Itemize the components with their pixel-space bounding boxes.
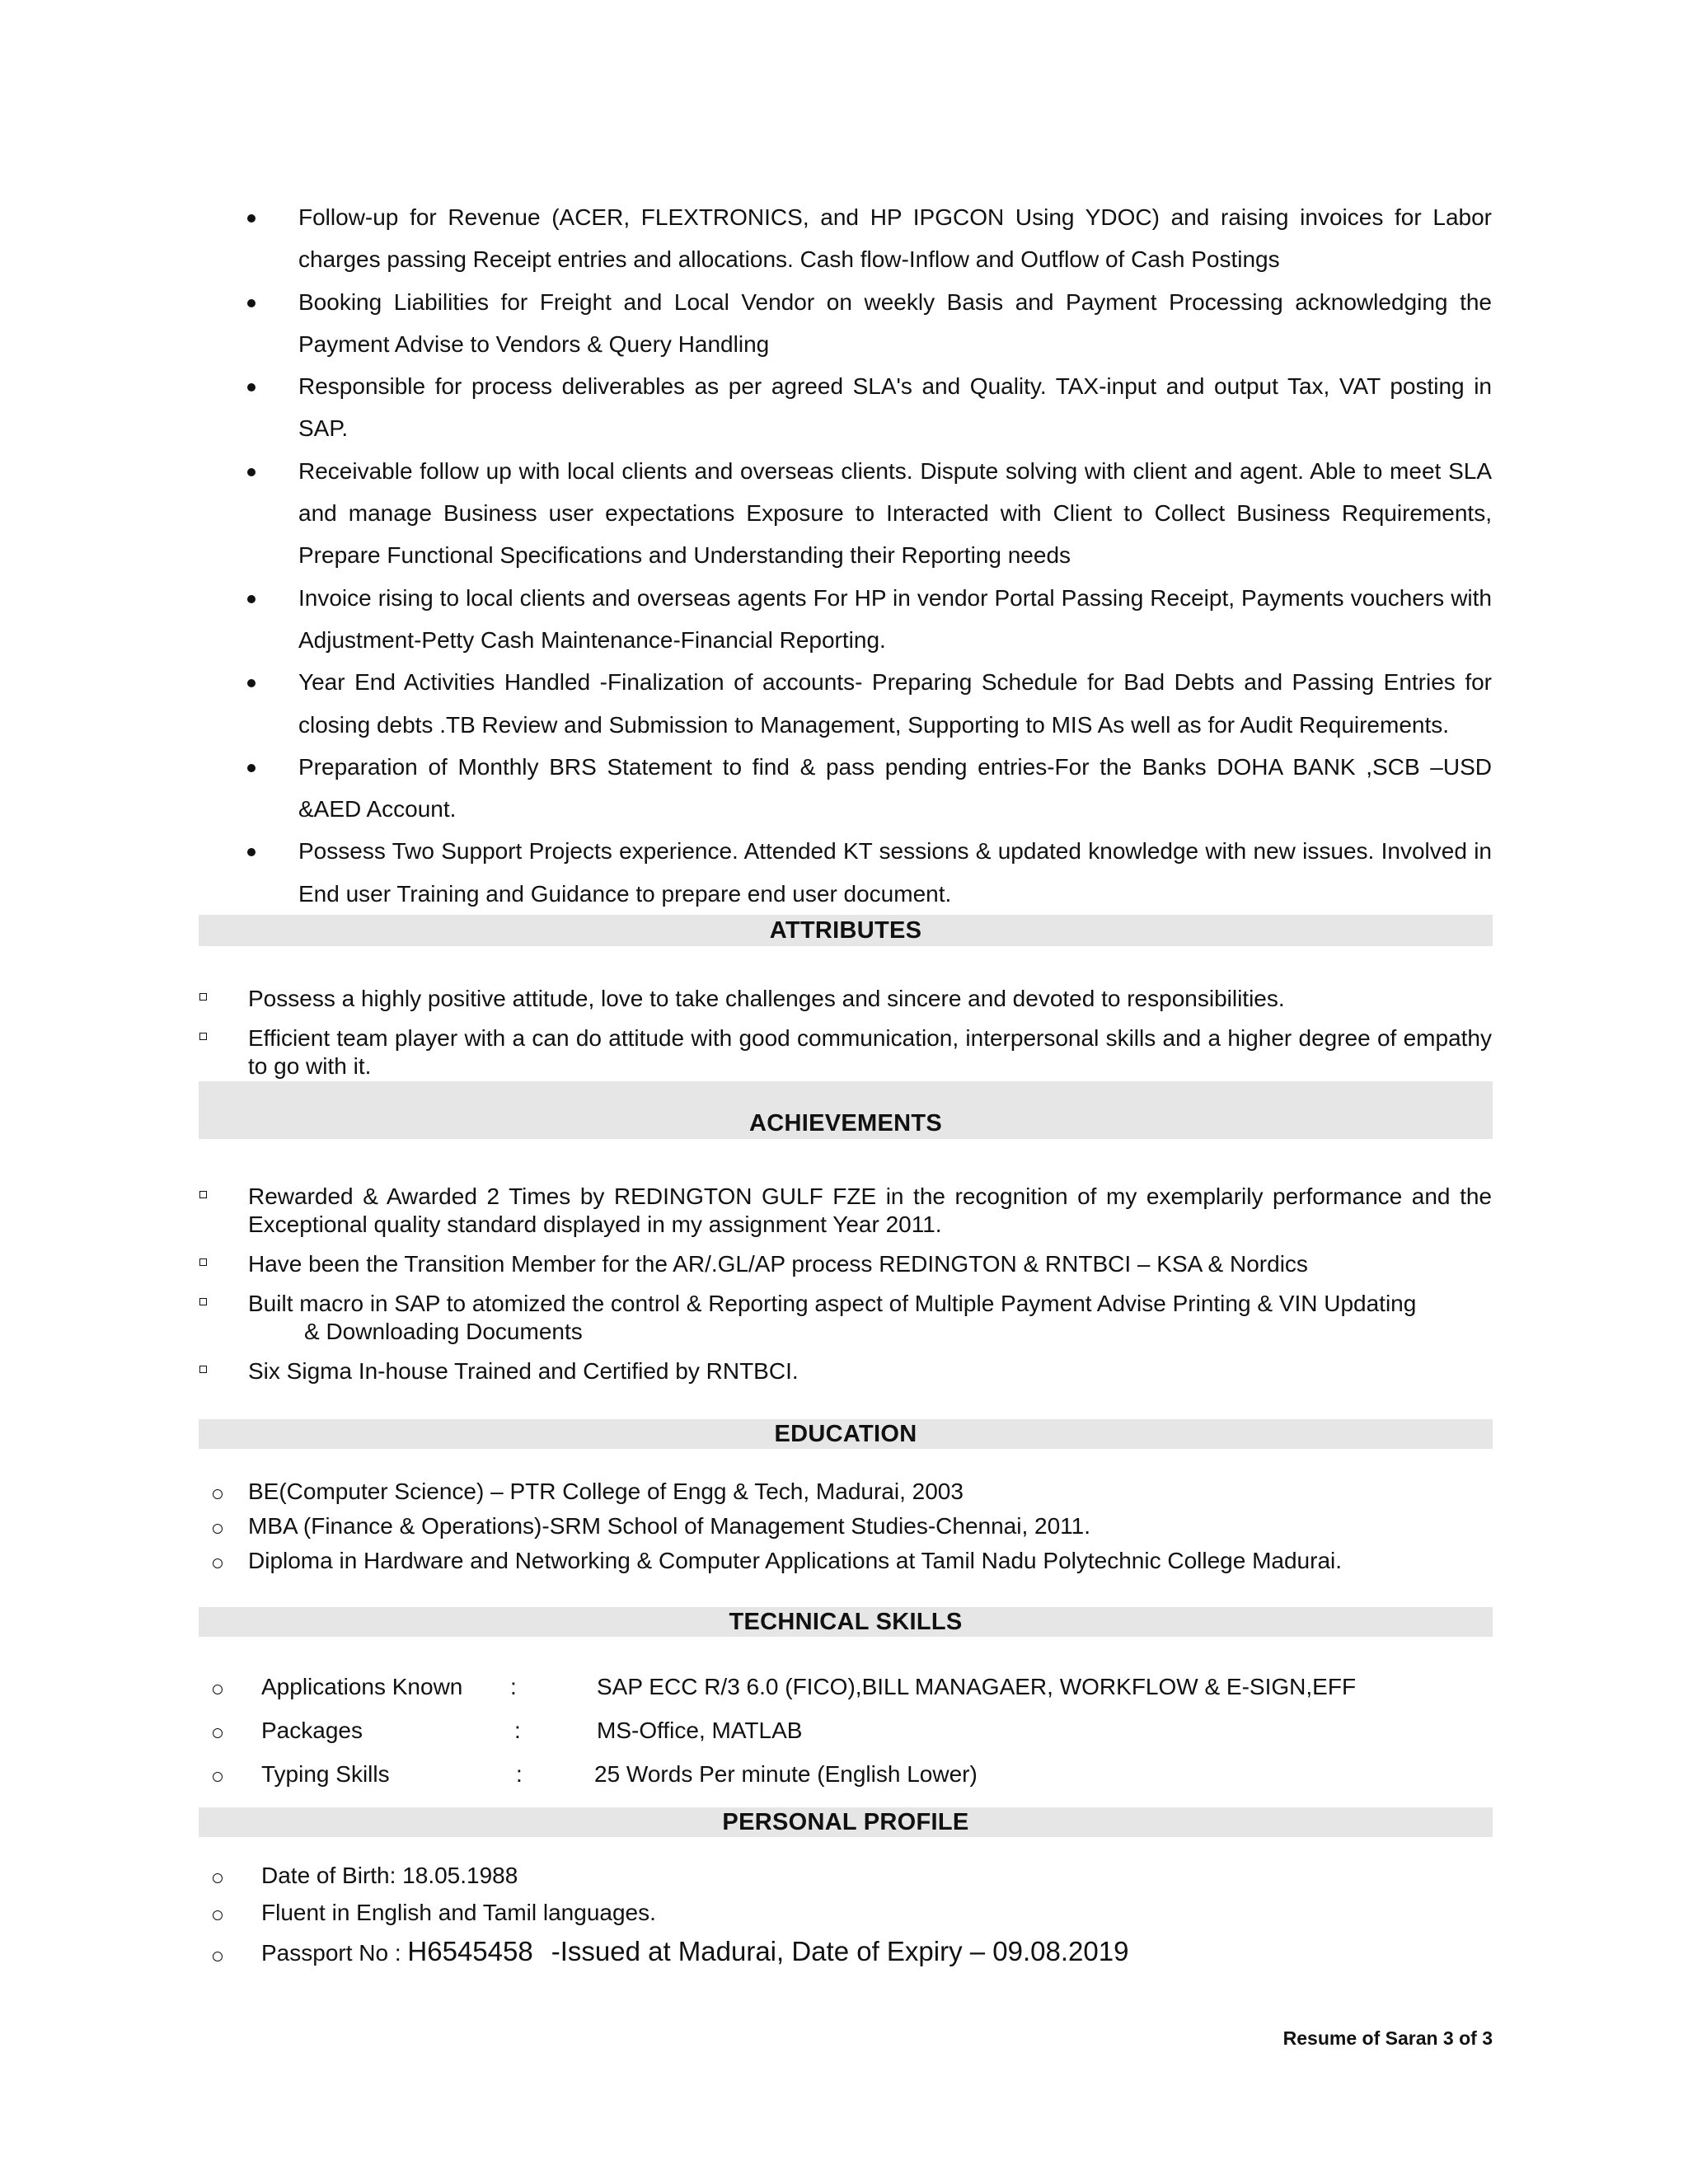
achievements-list xyxy=(198,1183,1492,1385)
table-row: Packages : MS-Office, MATLAB xyxy=(211,1717,1489,1760)
attributes-heading: ATTRIBUTES xyxy=(199,915,1493,946)
table-row: Applications Known : SAP ECC R/3 6.0 (FICO),BILL MANAGAER, WORKFLOW & E-SIGN,EFF xyxy=(211,1673,1489,1717)
square-bullet-icon xyxy=(199,1298,207,1305)
list-item: Built macro in SAP to atomized the control & Reporting aspect of Multiple Payment Advise Printing & VIN Updating & Downloading Documents xyxy=(198,1290,1492,1346)
square-bullet-icon xyxy=(199,1258,207,1266)
circle-bullet-icon xyxy=(213,1952,223,1961)
list-item: Receivable follow up with local clients and overseas clients. Dispute solving with client and agent. Able to meet SLA and manage Business user expectations Exposure to Interacted with Client to Collect Business Requirements, Prepare Functional Specifications and Understanding their Reporting needs xyxy=(247,450,1492,577)
list-item: BE(Computer Science) – PTR College of Engg & Tech, Madurai, 2003 xyxy=(211,1478,1489,1512)
bullet-icon xyxy=(247,468,256,476)
list-item xyxy=(211,1936,1489,1973)
list-item: Six Sigma In-house Trained and Certified by RNTBCI. xyxy=(198,1357,1492,1385)
achievements-heading: ACHIEVEMENTS xyxy=(199,1081,1493,1139)
attributes-list xyxy=(198,985,1492,1080)
list-item: MBA (Finance & Operations)-SRM School of Management Studies-Chennai, 2011. xyxy=(211,1512,1489,1547)
circle-bullet-icon xyxy=(213,1558,223,1568)
list-item: Efficient team player with a can do attitude with good communication, interpersonal skills and a higher degree of empathy to go with it. xyxy=(198,1024,1492,1080)
personal-profile-heading: PERSONAL PROFILE xyxy=(199,1807,1493,1837)
circle-bullet-icon xyxy=(213,1728,223,1738)
passport-number: H6545458 xyxy=(407,1936,533,1966)
circle-bullet-icon xyxy=(213,1910,223,1920)
list-item: Preparation of Monthly BRS Statement to find & pass pending entries-For the Banks DOHA BANK ,SCB –USD &AED Account. xyxy=(247,746,1492,831)
circle-bullet-icon xyxy=(213,1685,223,1694)
education-heading: EDUCATION xyxy=(199,1419,1493,1449)
bullet-icon xyxy=(247,595,256,603)
passport-details: -Issued at Madurai, Date of Expiry – 09.08.2019 xyxy=(551,1936,1129,1966)
page-footer: Resume of Saran 3 of 3 xyxy=(1282,2027,1493,2049)
list-item xyxy=(211,1899,1489,1936)
list-item: Follow-up for Revenue (ACER, FLEXTRONICS, and HP IPGCON Using YDOC) and raising invoices for Labor charges passing Receipt entries and allocations. Cash flow-Inflow and Outflow of Cash Postings xyxy=(247,196,1492,281)
square-bullet-icon xyxy=(199,1366,207,1373)
square-bullet-icon xyxy=(199,1191,207,1198)
table-row: Typing Skills : 25 Words Per minute (English Lower) xyxy=(211,1760,1489,1804)
education-list xyxy=(211,1478,1489,1582)
list-item: Responsible for process deliverables as per agreed SLA's and Quality. TAX-input and output Tax, VAT posting in SAP. xyxy=(247,365,1492,450)
bullet-icon xyxy=(247,299,256,307)
list-item: Possess a highly positive attitude, love to take challenges and sincere and devoted to responsibilities. xyxy=(198,985,1492,1013)
square-bullet-icon xyxy=(199,1033,207,1040)
experience-bullet-list xyxy=(247,196,1492,915)
circle-bullet-icon xyxy=(213,1873,223,1883)
languages: Fluent in English and Tamil languages. xyxy=(261,1900,656,1925)
list-item: Rewarded & Awarded 2 Times by REDINGTON GULF FZE in the recognition of my exemplarily performance and the Exceptional quality standard displayed in my assignment Year 2011. xyxy=(198,1183,1492,1239)
bullet-icon xyxy=(247,214,256,223)
technical-skills-heading: TECHNICAL SKILLS xyxy=(199,1607,1493,1637)
passport-label: Passport No : xyxy=(261,1940,408,1966)
list-item: Possess Two Support Projects experience. Attended KT sessions & updated knowledge with new issues. Involved in End user Training and Guidance to prepare end user document. xyxy=(247,830,1492,915)
bullet-icon xyxy=(247,764,256,772)
technical-skills-table xyxy=(211,1673,1489,1804)
bullet-icon xyxy=(247,679,256,687)
list-item: Have been the Transition Member for the AR/.GL/AP process REDINGTON & RNTBCI – KSA & Nordics xyxy=(198,1250,1492,1278)
date-of-birth: Date of Birth: 18.05.1988 xyxy=(261,1863,518,1888)
square-bullet-icon xyxy=(199,993,207,1001)
bullet-icon xyxy=(247,848,256,856)
list-item: Booking Liabilities for Freight and Local Vendor on weekly Basis and Payment Processing acknowledging the Payment Advise to Vendors & Query Handling xyxy=(247,281,1492,366)
list-item: Diploma in Hardware and Networking & Computer Applications at Tamil Nadu Polytechnic College Madurai. xyxy=(211,1547,1489,1582)
circle-bullet-icon xyxy=(213,1489,223,1499)
list-item: Year End Activities Handled -Finalization of accounts- Preparing Schedule for Bad Debts and Passing Entries for closing debts .TB Review and Submission to Management, Supporting to MIS As well as for Audit Requirements. xyxy=(247,661,1492,746)
list-item: Invoice rising to local clients and overseas agents For HP in vendor Portal Passing Receipt, Payments vouchers with Adjustment-Petty Cash Maintenance-Financial Reporting. xyxy=(247,577,1492,662)
personal-profile-list xyxy=(211,1862,1489,1973)
circle-bullet-icon xyxy=(213,1524,223,1534)
bullet-icon xyxy=(247,383,256,391)
circle-bullet-icon xyxy=(213,1772,223,1782)
list-item xyxy=(211,1862,1489,1899)
